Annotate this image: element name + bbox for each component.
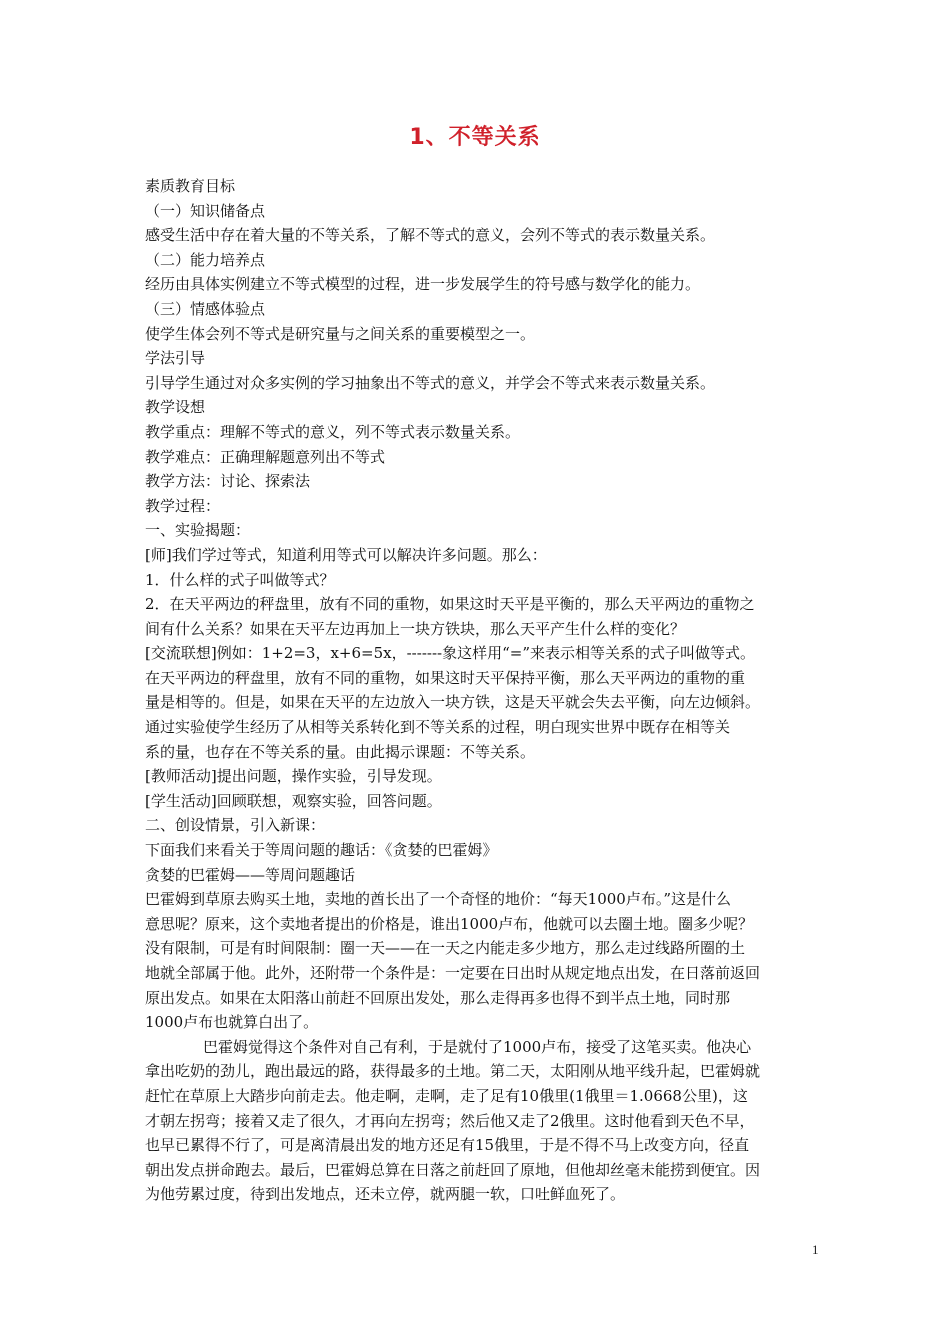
text-line: 巴霍姆到草原去购买土地，卖地的酋长出了一个奇怪的地价：“每天1000卢布。”这是什么 (145, 890, 732, 909)
text-line: 2．在天平两边的秤盘里，放有不同的重物，如果这时天平是平衡的，那么天平两边的重物之 (145, 595, 755, 614)
text-line: 使学生体会列不等式是研究量与之间关系的重要模型之一。 (145, 324, 536, 343)
text-line: 地就全部属于他。此外，还附带一个条件是：一定要在日出时从规定地点出发，在日落前返回 (145, 964, 761, 982)
text-line: 经历由具体实例建立不等式模型的过程，进一步发展学生的符号感与数学化的能力。 (145, 275, 701, 294)
text-line: [师]我们学过等式，知道利用等式可以解决许多问题。那么： (145, 545, 547, 564)
text-line: 系的量，也存在不等关系的量。由此揭示课题：不等关系。 (145, 742, 536, 761)
text-line: 才朝左拐弯；接着又走了很久，才再向左拐弯；然后他又走了2俄里。这时他看到天色不早， (145, 1111, 755, 1130)
text-line: [学生活动]回顾联想，观察实验，回答问题。 (145, 791, 442, 810)
text-line: 赶忙在草原上大踏步向前走去。他走啊，走啊，走了足有10俄里(1俄里＝1.0668公里)，这 (145, 1086, 748, 1105)
text-line: 没有限制，可是有时间限制：圈一天——在一天之内能走多少地方，那么走过线路所圈的土 (145, 939, 746, 958)
text-line: 意思呢？原来，这个卖地者提出的价格是，谁出1000卢布，他就可以去圈土地。圈多少呢？ (145, 914, 754, 933)
text-line: 学法引导 (145, 349, 206, 368)
text-line: 巴霍姆觉得这个条件对自己有利，于是就付了1000卢布，接受了这笔买卖。他决心 (203, 1037, 752, 1056)
text-line: 在天平两边的秤盘里，放有不同的重物，如果这时天平保持平衡，那么天平两边的重物的重 (145, 668, 746, 687)
text-line: 间有什么关系？如果在天平左边再加上一块方铁块，那么天平产生什么样的变化？ (145, 619, 686, 638)
text-line: 一、实验揭题： (145, 521, 251, 540)
text-line: 通过实验使学生经历了从相等关系转化到不等关系的过程，明白现实世界中既存在相等关 (145, 718, 731, 737)
text-line: 下面我们来看关于等周问题的趣话：《贪婪的巴霍姆》 (145, 841, 498, 860)
text-line: 教学难点：正确理解题意列出不等式 (145, 447, 386, 466)
text-line: 为他劳累过度，待到出发地点，还未立停，就两腿一软，口吐鲜血死了。 (145, 1185, 626, 1204)
page-number: 1 (812, 1242, 819, 1257)
text-line: 原出发点。如果在太阳落山前赶不回原出发处，那么走得再多也得不到半点土地，同时那 (145, 988, 731, 1007)
text-line: 1000卢布也就算白出了。 (145, 1013, 319, 1032)
text-line: 朝出发点拼命跑去。最后，巴霍姆总算在日落之前赶回了原地，但他却丝毫未能捞到便宜。因 (145, 1160, 761, 1179)
text-line: 拿出吃奶的劲儿，跑出最远的路，获得最多的土地。第二天，太阳刚从地平线升起，巴霍姆就 (145, 1062, 761, 1081)
text-line: （二）能力培养点 (145, 250, 266, 269)
text-line: 贪婪的巴霍姆——等周问题趣话 (145, 865, 356, 884)
text-line: 1．什么样的式子叫做等式？ (145, 570, 335, 589)
text-line: 教学方法：讨论、探索法 (145, 472, 311, 491)
page-title: 1、不等关系 (409, 125, 541, 150)
text-line: （三）情感体验点 (145, 299, 266, 318)
text-line: 量是相等的。但是，如果在天平的左边放入一块方铁，这是天平就会失去平衡，向左边倾斜。 (145, 693, 761, 712)
document-body (145, 174, 810, 1207)
text-line: 教学过程： (145, 496, 221, 515)
text-line: [教师活动]提出问题，操作实验，引导发现。 (145, 767, 442, 786)
text-line: （一）知识储备点 (145, 201, 266, 220)
text-line: 教学重点：理解不等式的意义，列不等式表示数量关系。 (145, 422, 521, 441)
text-line: 也早已累得不行了，可是离清晨出发的地方还足有15俄里，于是不得不马上改变方向，径直 (145, 1136, 750, 1155)
text-line: 教学设想 (145, 398, 206, 417)
text-line: [交流联想]例如：1+2=3，x+6=5x，-------象这样用“=”来表示相等关系的式子叫做等式。 (145, 644, 756, 663)
text-line: 素质教育目标 (145, 177, 236, 195)
text-line: 引导学生通过对众多实例的学习抽象出不等式的意义，并学会不等式来表示数量关系。 (145, 373, 716, 392)
text-line: 二、创设情景，引入新课： (145, 816, 326, 835)
text-line: 感受生活中存在着大量的不等关系，了解不等式的意义，会列不等式的表示数量关系。 (145, 226, 716, 245)
